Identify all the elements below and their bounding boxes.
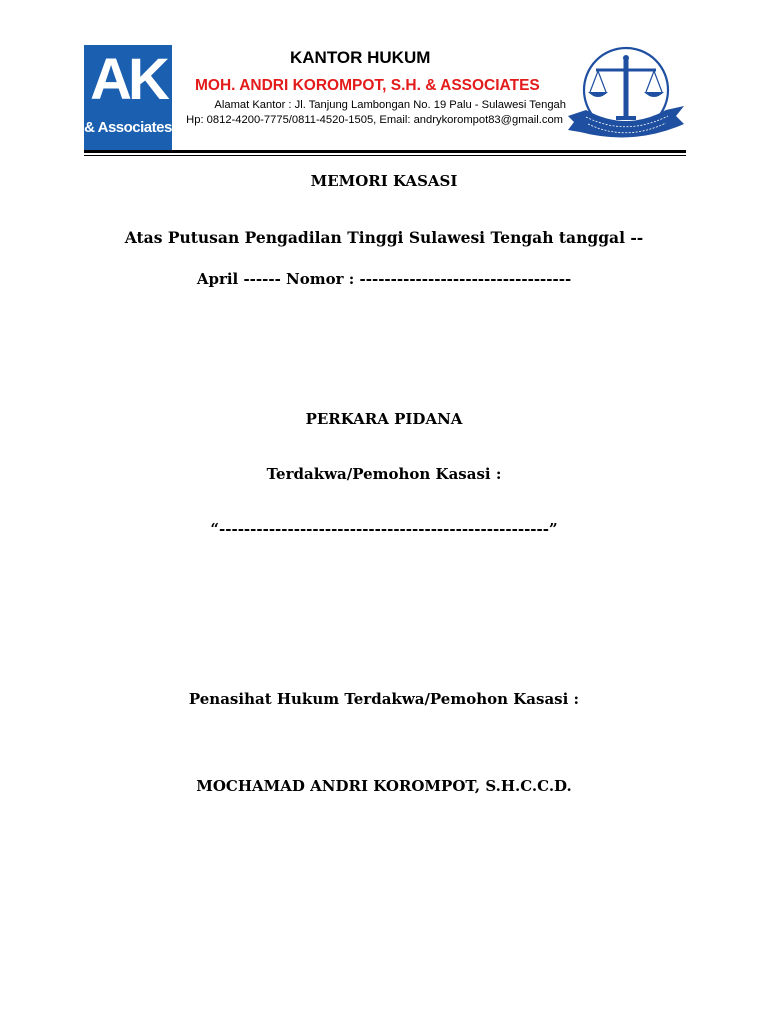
scales-of-justice-icon (566, 44, 686, 148)
logo-initials: AK (90, 47, 166, 112)
defendant-name: “-----------------------------------------------------” (210, 520, 558, 538)
firm-logo (84, 45, 172, 151)
header-rule-thick (84, 150, 686, 153)
counsel-name: MOCHAMAD ANDRI KOROMPOT, S.H.C.C.D. (196, 777, 572, 795)
header-rule-thin (84, 155, 686, 156)
subject-line-1: Atas Putusan Pengadilan Tinggi Sulawesi Tengah tanggal -- (124, 228, 644, 247)
firm-name: MOH. ANDRI KOROMPOT, S.H. & ASSOCIATES (195, 77, 540, 94)
defendant-label: Terdakwa/Pemohon Kasasi : (266, 465, 502, 483)
document-title: MEMORI KASASI (310, 172, 458, 190)
office-address: Alamat Kantor : Jl. Tanjung Lambongan No. 19 Palu - Sulawesi Tengah (214, 99, 566, 111)
office-title: KANTOR HUKUM (290, 48, 431, 67)
office-contact: Hp: 0812-4200-7775/0811-4520-1505, Email: andrykorompot83@gmail.com (186, 114, 563, 126)
case-type: PERKARA PIDANA (305, 410, 463, 428)
counsel-label: Penasihat Hukum Terdakwa/Pemohon Kasasi : (188, 690, 580, 708)
subject-line-2: April ------ Nomor : ---------------------------------- (196, 270, 572, 288)
logo-subtitle: & Associates (84, 119, 172, 136)
